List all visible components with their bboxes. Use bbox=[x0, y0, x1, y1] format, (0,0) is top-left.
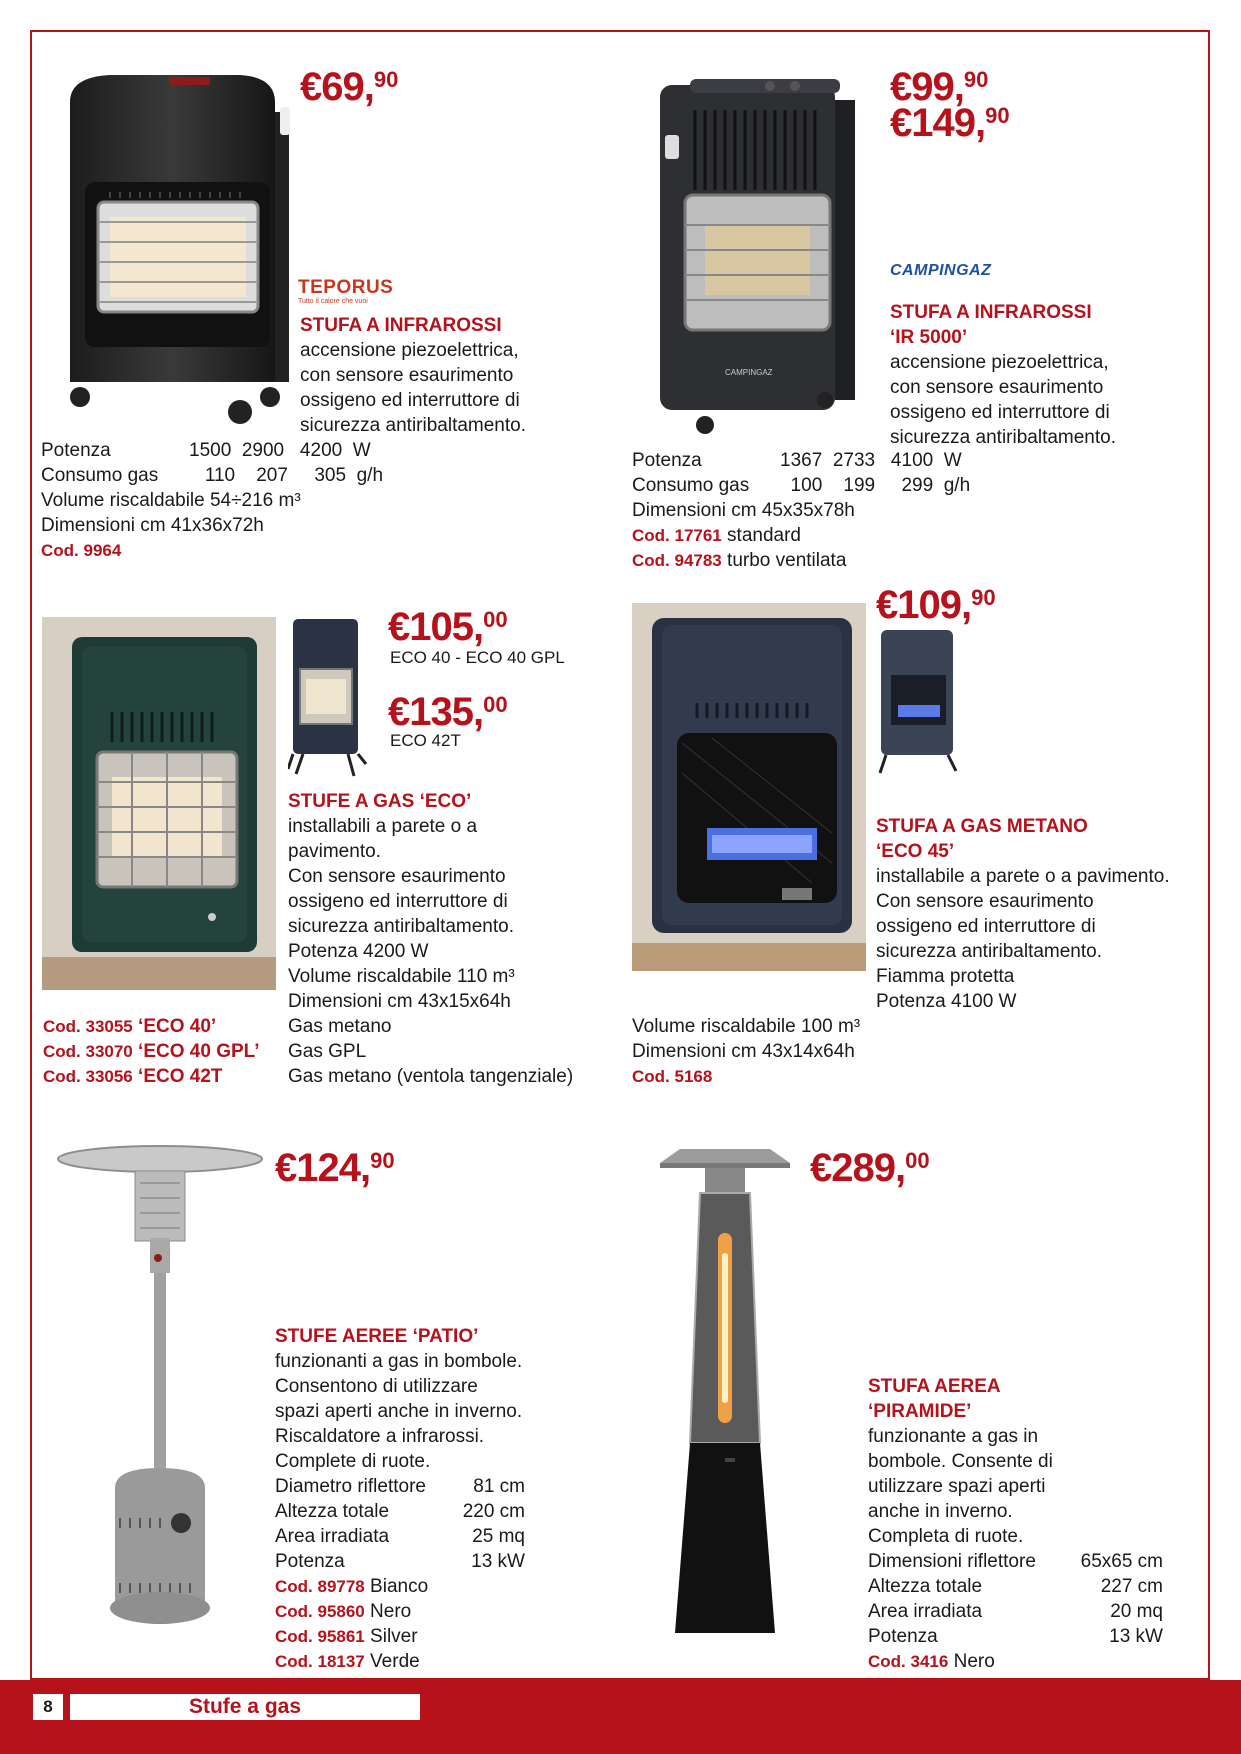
desc-line: Dimensioni cm 43x15x64h bbox=[288, 991, 511, 1012]
spec-value: 13 kW bbox=[1109, 1626, 1163, 1647]
p4-text bbox=[876, 814, 1170, 1014]
code-label: Bianco bbox=[370, 1576, 429, 1597]
spec-row bbox=[868, 1599, 1163, 1624]
desc-line: Con sensore esaurimento bbox=[288, 866, 506, 887]
model-name: ‘ECO 40’ bbox=[138, 1016, 217, 1037]
desc-line: utilizzare spazi aperti bbox=[868, 1476, 1046, 1497]
price-p4: €109,90 bbox=[876, 583, 996, 627]
price-p5: €124,90 bbox=[275, 1146, 395, 1190]
code-label: Nero bbox=[953, 1651, 995, 1672]
p4-specs bbox=[632, 1014, 860, 1089]
product-model: ‘ECO 45’ bbox=[876, 841, 955, 862]
spec-row bbox=[275, 1524, 525, 1549]
spec-label: Altezza totale bbox=[868, 1576, 983, 1597]
desc-line: Complete di ruote. bbox=[275, 1451, 431, 1472]
spec-label: Potenza bbox=[868, 1626, 938, 1647]
section-title: Stufe a gas bbox=[70, 1694, 420, 1720]
p6-text bbox=[868, 1374, 1163, 1674]
heater-campingaz-image bbox=[650, 75, 870, 440]
spec-value: 220 cm bbox=[462, 1501, 525, 1522]
spec-row bbox=[275, 1499, 525, 1524]
price-p6: €289,00 bbox=[810, 1146, 930, 1190]
spec-label: Area irradiata bbox=[868, 1601, 983, 1622]
price-note: ECO 40 - ECO 40 GPL bbox=[390, 648, 565, 667]
p5-text bbox=[275, 1324, 525, 1674]
spec-row bbox=[275, 1474, 525, 1499]
code-label: Silver bbox=[370, 1626, 418, 1647]
desc-line: sicurezza antiribaltamento. bbox=[300, 415, 526, 436]
product-code: Cod. 18137 bbox=[275, 1652, 365, 1671]
desc-line: installabili a parete o a bbox=[288, 816, 478, 837]
p3-text bbox=[288, 789, 515, 1014]
spec-row bbox=[275, 1549, 525, 1574]
spec-values: 1367 2733 4100 W bbox=[780, 450, 962, 471]
patio-heater-image bbox=[55, 1143, 265, 1633]
model-name: ‘ECO 42T bbox=[138, 1066, 223, 1087]
product-code: Cod. 33055 bbox=[43, 1017, 133, 1036]
p1-specs bbox=[41, 438, 383, 563]
desc-line: Riscaldatore a infrarossi. bbox=[275, 1426, 485, 1447]
desc-line: ossigeno ed interruttore di bbox=[288, 891, 508, 912]
product-title: STUFA AEREA bbox=[868, 1376, 1001, 1397]
desc-line: Volume riscaldabile 110 m³ bbox=[288, 966, 515, 987]
spec-value: 65x65 cm bbox=[1080, 1551, 1163, 1572]
heater-teporus-image bbox=[50, 72, 295, 427]
spec-label: Potenza bbox=[41, 440, 111, 461]
product-title: STUFE A GAS ‘ECO’ bbox=[288, 791, 472, 812]
spec-value: 20 mq bbox=[1110, 1601, 1163, 1622]
spec-label: Potenza bbox=[632, 450, 702, 471]
desc-line: pavimento. bbox=[288, 841, 381, 862]
price-p1: €69,90 bbox=[300, 65, 399, 109]
brand-logo-teporus: TEPORUS Tutto il calore che vuoi bbox=[298, 277, 394, 305]
desc-line: con sensore esaurimento bbox=[890, 377, 1104, 398]
desc-line: Potenza 4100 W bbox=[876, 991, 1017, 1012]
desc-line: Fiamma protetta bbox=[876, 966, 1015, 987]
code-label: Gas GPL bbox=[288, 1041, 367, 1062]
volume: Volume riscaldabile 100 m³ bbox=[632, 1016, 861, 1037]
product-code: Cod. 33056 bbox=[43, 1067, 133, 1086]
desc-line: funzionante a gas in bbox=[868, 1426, 1039, 1447]
model-name: ‘ECO 40 GPL’ bbox=[138, 1041, 260, 1062]
dimensions: Dimensioni cm 41x36x72h bbox=[41, 515, 264, 536]
spec-label: Consumo gas bbox=[41, 465, 159, 486]
product-code: Cod. 94783 bbox=[632, 551, 722, 570]
spec-values: 110 207 305 g/h bbox=[189, 465, 384, 486]
svg-text:CAMPINGAZ: CAMPINGAZ bbox=[725, 368, 773, 377]
desc-line: Consentono di utilizzare bbox=[275, 1376, 478, 1397]
code-label: turbo ventilata bbox=[727, 550, 847, 571]
price-note: ECO 42T bbox=[390, 731, 461, 750]
spec-value: 81 cm bbox=[473, 1476, 525, 1497]
product-title: STUFA A INFRAROSSI bbox=[300, 315, 502, 336]
code-label: Gas metano bbox=[288, 1016, 392, 1037]
dimensions: Dimensioni cm 45x35x78h bbox=[632, 500, 855, 521]
price-p2-standard: €99,90 bbox=[890, 65, 989, 109]
desc-line: con sensore esaurimento bbox=[300, 365, 514, 386]
desc-line: ossigeno ed interruttore di bbox=[876, 916, 1096, 937]
code-label: Nero bbox=[370, 1601, 412, 1622]
product-code: Cod. 33070 bbox=[43, 1042, 133, 1061]
spec-label: Dimensioni riflettore bbox=[868, 1551, 1036, 1572]
product-title: STUFA A INFRAROSSI bbox=[890, 302, 1092, 323]
spec-value: 227 cm bbox=[1100, 1576, 1163, 1597]
desc-line: funzionanti a gas in bombole. bbox=[275, 1351, 523, 1372]
desc-line: accensione piezoelettrica, bbox=[300, 340, 519, 361]
spec-value: 25 mq bbox=[472, 1526, 525, 1547]
code-label: Gas metano (ventola tangenziale) bbox=[288, 1066, 574, 1087]
p1-text bbox=[300, 313, 526, 438]
product-code: Cod. 95860 bbox=[275, 1602, 365, 1621]
spec-label: Diametro riflettore bbox=[275, 1476, 426, 1497]
desc-line: bombole. Consente di bbox=[868, 1451, 1053, 1472]
heater-eco45-image bbox=[632, 603, 866, 971]
spec-label: Altezza totale bbox=[275, 1501, 390, 1522]
product-code: Cod. 17761 bbox=[632, 526, 722, 545]
desc-line: ossigeno ed interruttore di bbox=[300, 390, 520, 411]
product-code: Cod. 95861 bbox=[275, 1627, 365, 1646]
product-title: STUFE AEREE ‘PATIO’ bbox=[275, 1326, 479, 1347]
heater-eco-image bbox=[42, 617, 276, 990]
volume: Volume riscaldabile 54÷216 m³ bbox=[41, 490, 301, 511]
spec-values: 100 199 299 g/h bbox=[780, 475, 971, 496]
product-code: Cod. 3416 bbox=[868, 1652, 949, 1671]
price-p3-eco42t: €135,00 bbox=[388, 690, 508, 734]
p2-text bbox=[890, 300, 1116, 450]
specs-table bbox=[275, 1474, 525, 1574]
code-label: standard bbox=[727, 525, 801, 546]
desc-line: spazi aperti anche in inverno. bbox=[275, 1401, 523, 1422]
page-number: 8 bbox=[33, 1694, 63, 1720]
spec-row bbox=[868, 1574, 1163, 1599]
product-model: ‘IR 5000’ bbox=[890, 327, 968, 348]
spec-row bbox=[868, 1624, 1163, 1649]
pyramid-heater-image bbox=[660, 1143, 790, 1638]
desc-line: ossigeno ed interruttore di bbox=[890, 402, 1110, 423]
heater-eco-small-image bbox=[288, 614, 368, 784]
spec-values: 1500 2900 4200 W bbox=[189, 440, 371, 461]
spec-label: Area irradiata bbox=[275, 1526, 390, 1547]
product-code: Cod. 5168 bbox=[632, 1067, 713, 1086]
code-label: Verde bbox=[370, 1651, 420, 1672]
p2-specs bbox=[632, 448, 970, 573]
dimensions: Dimensioni cm 43x14x64h bbox=[632, 1041, 855, 1062]
desc-line: Completa di ruote. bbox=[868, 1526, 1024, 1547]
desc-line: sicurezza antiribaltamento. bbox=[288, 916, 514, 937]
desc-line: Con sensore esaurimento bbox=[876, 891, 1094, 912]
price-p3-eco40: €105,00 bbox=[388, 605, 508, 649]
heater-eco45-small-image bbox=[876, 625, 964, 785]
price-p2-turbo: €149,90 bbox=[890, 101, 1010, 145]
desc-line: Potenza 4200 W bbox=[288, 941, 429, 962]
desc-line: anche in inverno. bbox=[868, 1501, 1013, 1522]
desc-line: sicurezza antiribaltamento. bbox=[876, 941, 1102, 962]
p3-codes bbox=[43, 1014, 573, 1089]
spec-row bbox=[868, 1549, 1163, 1574]
product-code: Cod. 89778 bbox=[275, 1577, 365, 1596]
desc-line: accensione piezoelettrica, bbox=[890, 352, 1109, 373]
spec-label: Potenza bbox=[275, 1551, 345, 1572]
product-title: STUFA A GAS METANO bbox=[876, 816, 1088, 837]
product-model: ‘PIRAMIDE’ bbox=[868, 1401, 972, 1422]
product-code: Cod. 9964 bbox=[41, 541, 122, 560]
spec-label: Consumo gas bbox=[632, 475, 750, 496]
spec-value: 13 kW bbox=[471, 1551, 525, 1572]
desc-line: sicurezza antiribaltamento. bbox=[890, 427, 1116, 448]
desc-line: installabile a parete o a pavimento. bbox=[876, 866, 1170, 887]
brand-logo-campingaz: CAMPINGAZ bbox=[890, 262, 992, 279]
specs-table bbox=[868, 1549, 1163, 1649]
